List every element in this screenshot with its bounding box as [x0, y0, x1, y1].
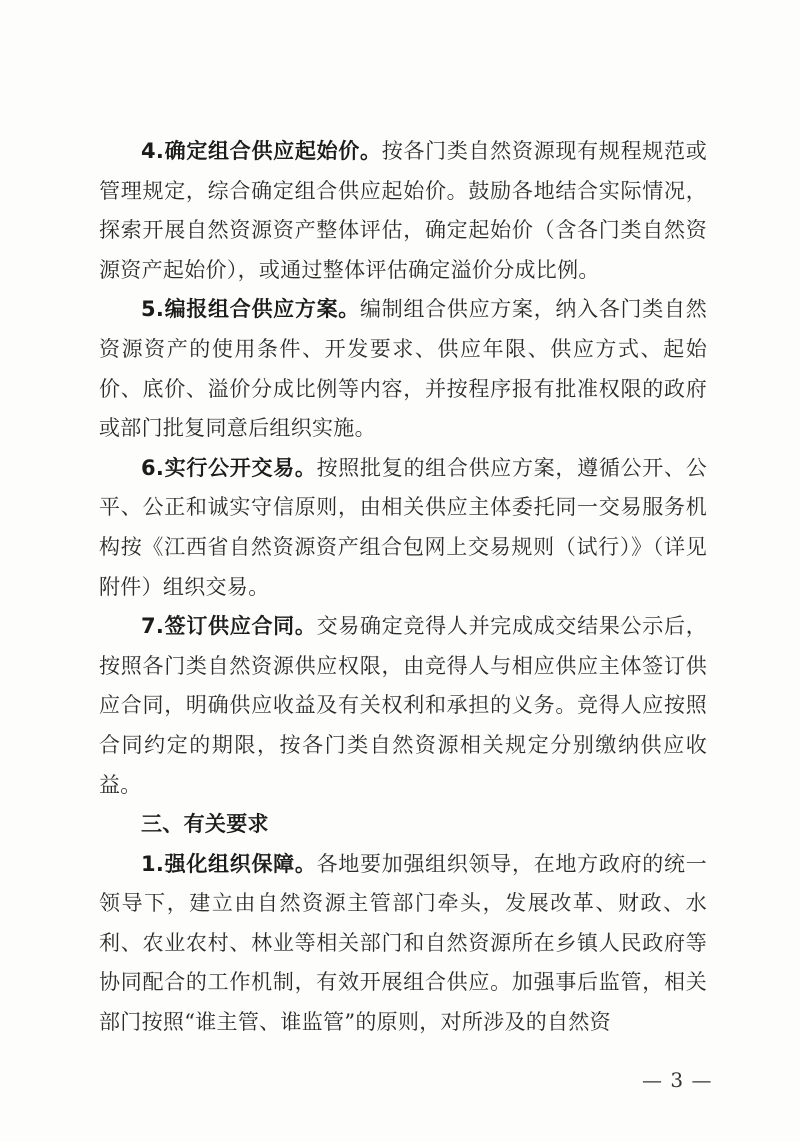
paragraph-item-7 — [99, 607, 707, 805]
paragraph-lead: 5.编报组合供应方案。 — [141, 297, 361, 322]
paragraph-lead: 1.强化组织保障。 — [141, 851, 317, 876]
paragraph-item-6 — [99, 449, 707, 607]
paragraph-lead: 4.确定组合供应起始价。 — [141, 139, 382, 163]
paragraph-section-item-1 — [99, 845, 707, 1043]
paragraph-text: 编制组合供应方案，纳入各门类自然资源资产的使用条件、开发要求、供应年限、供应方式、起始价、底价、溢价分成比例等内容，并按程序报有批准权限的政府或部门批复同意后组织实施。 — [99, 297, 707, 441]
section-heading: 三、有关要求 — [141, 812, 269, 837]
paragraph-item-5 — [99, 290, 707, 448]
document-body — [99, 132, 707, 1043]
paragraph-text: 交易确定竞得人并完成成交结果公示后，按照各门类自然资源供应权限，由竞得人与相应供应主体签订供应合同，明确供应收益及有关权利和承担的义务。竞得人应按照合同约定的期限，按各门类自然资源相关规定分别缴纳供应收益。 — [99, 614, 707, 797]
paragraph-text: 按照批复的组合供应方案，遵循公开、公平、公正和诚实守信原则，由相关供应主体委托同一交易服务机构按《江西省自然资源资产组合包网上交易规则（试行）》（详见附件）组织交易。 — [99, 455, 707, 599]
paragraph-text: 各地要加强组织领导，在地方政府的统一领导下，建立由自然资源主管部门牵头，发展改革、财政、水利、农业农村、林业等相关部门和自然资源所在乡镇人民政府等协同配合的工作机制，有效开展组合供应。加强事后监管，相关部门按照“谁主管、谁监管”的原则，对所涉及的自然资 — [99, 851, 707, 1035]
page-number: — 3 — — [642, 1068, 713, 1092]
paragraph-item-4 — [99, 132, 707, 290]
paragraph-lead: 7.签订供应合同。 — [141, 614, 317, 639]
paragraph-text: 按各门类自然资源现有规程规范或管理规定，综合确定组合供应起始价。鼓励各地结合实际情况，探索开展自然资源资产整体评估，确定起始价（含各门类自然资源资产起始价），或通过整体评估确定溢价分成比例。 — [99, 139, 707, 282]
paragraph-lead: 6.实行公开交易。 — [141, 455, 317, 480]
